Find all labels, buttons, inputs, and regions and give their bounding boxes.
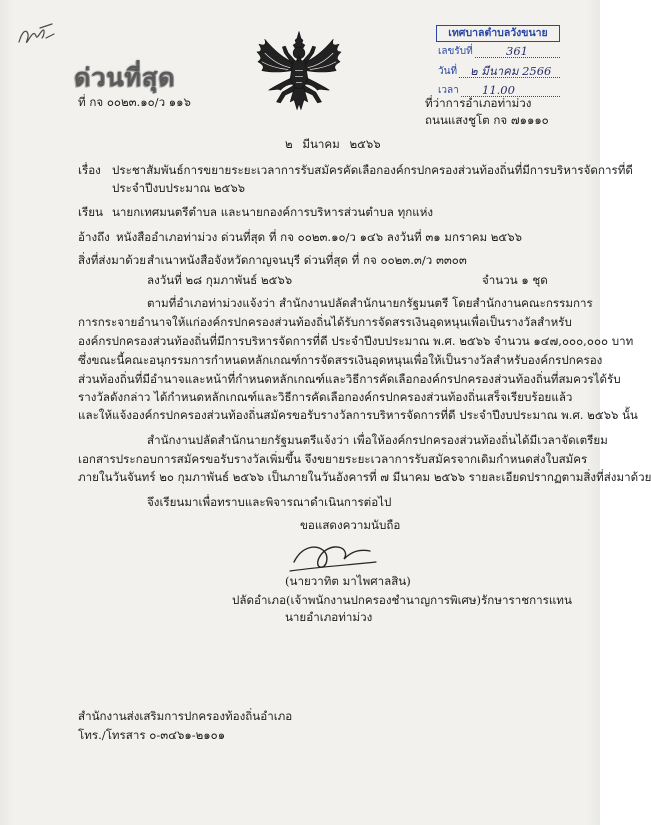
receive-time-label: เวลา	[438, 82, 461, 100]
paragraph2-line: ภายในวันจันทร์ ๒๐ กุมภาพันธ์ ๒๕๖๖ เป็นภายในวันอังคารที่ ๗ มีนาคม ๒๕๖๖ รายละเอียดปรากฏตามสิ่งที่ส่งมาด้วย	[78, 470, 651, 484]
signatory-title: นายอำเภอท่าม่วง	[285, 610, 373, 624]
paragraph1-line: การกระจายอำนาจให้แก่องค์กรปกครองส่วนท้องถิ่นได้รับการจัดสรรเงินอุดหนุนเพื่อเป็นรางวัลสำหรับ	[78, 315, 572, 329]
receive-number: 361	[506, 44, 528, 58]
receive-number-row	[438, 43, 560, 61]
paragraph1-line: องค์กรปกครองส่วนท้องถิ่นที่มีการบริหารจัดการที่ดี ประจำปีงบประมาณ พ.ศ. ๒๕๖๖ จำนวน ๑๔๗,๐๐๐,๐๐๐ บาท	[78, 334, 634, 348]
closing-salutation: ขอแสดงความนับถือ	[300, 518, 401, 532]
office-name: ที่ว่าการอำเภอท่าม่วง	[425, 96, 532, 110]
paragraph2-line: สำนักงานปลัดสำนักนายกรัฐมนตรีแจ้งว่า เพื่อให้องค์กรปกครองส่วนท้องถิ่นได้มีเวลาจัดเตรียม	[147, 433, 608, 447]
document-number: ที่ กจ ๐๐๒๓.๑๐/ว ๑๑๖	[78, 95, 191, 109]
signatory-name: (นายวาทิต มาไพศาลสิน)	[285, 574, 411, 588]
receive-number-label: เลขรับที่	[438, 43, 475, 61]
paragraph1-line: ส่วนท้องถิ่นที่มีอำนาจและหน้าที่กำหนดหลักเกณฑ์และวิธีการคัดเลือกองค์กรปกครองส่วนท้องถิ่นที่สมควรได้รับ	[78, 372, 621, 386]
closing-request: จึงเรียนมาเพื่อทราบและพิจารณาดำเนินการต่อไป	[147, 495, 392, 509]
subject-label: เรื่อง	[78, 163, 101, 177]
receive-date-label: วันที่	[438, 63, 459, 81]
office-address: ถนนแสงชูโต กจ ๗๑๑๑๐	[425, 113, 549, 127]
reference-text: หนังสืออำเภอท่าม่วง ด่วนที่สุด ที่ กจ ๐๐๒๓.๑๐/ว ๑๔๖ ลงวันที่ ๓๑ มกราคม ๒๕๖๖	[116, 230, 522, 244]
enclosure-quantity: จำนวน ๑ ชุด	[482, 273, 548, 287]
receive-date-row	[438, 63, 560, 81]
paragraph2-line: เอกสารประกอบการสมัครขอรับรางวัลเพิ่มขึ้น จึงขยายระยะเวลาการรับสมัครจากเดิมกำหนดส่งใบสมัคร	[78, 452, 588, 466]
garuda-emblem	[255, 30, 343, 116]
handwritten-mark	[16, 20, 56, 50]
document-date: ๒ มีนาคม ๒๕๖๖	[285, 137, 381, 151]
subject-line: ประชาสัมพันธ์การขยายระยะเวลาการรับสมัครคัดเลือกองค์กรปกครองส่วนท้องถิ่นที่มีการบริหารจัดการที่ดี	[112, 163, 633, 177]
receive-date: ๒ มีนาคม 2566	[470, 64, 552, 78]
enclosure-line: ลงวันที่ ๒๘ กุมภาพันธ์ ๒๕๖๖	[147, 273, 293, 287]
paragraph1-line: และให้แจ้งองค์กรปกครองส่วนท้องถิ่นสมัครขอรับรางวัลการบริหารจัดการที่ดี ประจำปีงบประมาณ พ.ศ. ๒๕๖๖ นั้น	[78, 408, 638, 422]
receive-stamp-org: เทศบาลตำบลวังขนาย	[436, 25, 560, 42]
signatory-position: ปลัดอำเภอ(เจ้าพนักงานปกครองชำนาญการพิเศษ)รักษาราชการแทน	[232, 593, 572, 607]
paragraph1-line: ตามที่อำเภอท่าม่วงแจ้งว่า สำนักงานปลัดสำนักนายกรัฐมนตรี โดยสำนักงานคณะกรรมการ	[147, 296, 593, 310]
footer-phone: โทร./โทรสาร ๐-๓๔๖๑-๒๑๐๑	[78, 728, 226, 742]
receive-time: 11.00	[482, 83, 515, 97]
to-recipients: นายกเทศมนตรีตำบล และนายกองค์การบริหารส่วนตำบล ทุกแห่ง	[112, 205, 434, 219]
urgency-stamp: ด่วนที่สุด	[74, 63, 176, 92]
paragraph1-line: รางวัลดังกล่าว ได้กำหนดหลักเกณฑ์และวิธีการคัดเลือกองค์กรปกครองส่วนท้องถิ่นเสร็จเรียบร้อยแล้ว	[78, 390, 573, 404]
paragraph1-line: ซึ่งขณะนี้คณะอนุกรรมการกำหนดหลักเกณฑ์การจัดสรรเงินอุดหนุนเพื่อให้เป็นรางวัลสำหรับองค์กรปกครอง	[78, 353, 603, 367]
enclosure-line: สำเนาหนังสือจังหวัดกาญจนบุรี ด่วนที่สุด ที่ กจ ๐๐๒๓.๓/ว ๓๓๐๓	[147, 253, 467, 267]
reference-label: อ้างถึง	[78, 230, 110, 244]
to-label: เรียน	[78, 205, 103, 219]
enclosure-label: สิ่งที่ส่งมาด้วย	[78, 253, 147, 267]
footer-department: สำนักงานส่งเสริมการปกครองท้องถิ่นอำเภอ	[78, 709, 293, 723]
subject-line: ประจำปีงบประมาณ ๒๕๖๖	[112, 181, 246, 195]
